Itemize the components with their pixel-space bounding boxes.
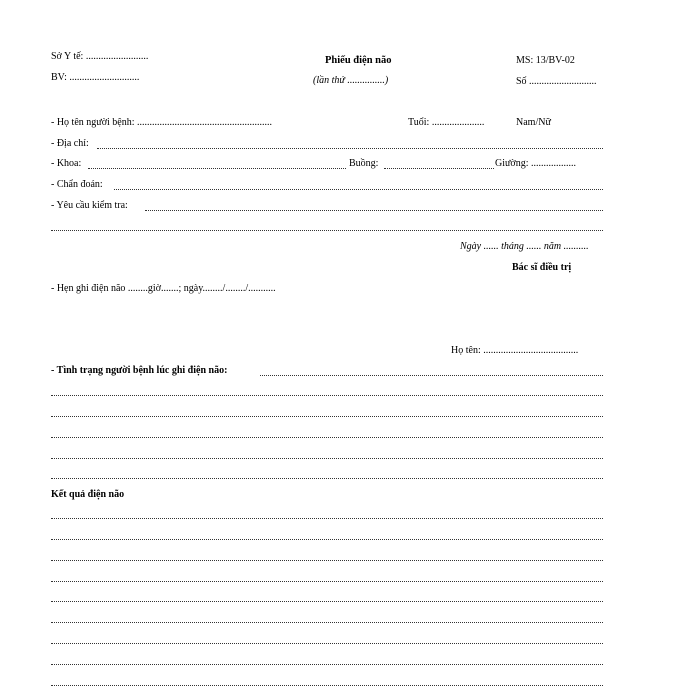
- doctor-name-field: Họ tên: ......................................: [451, 345, 579, 356]
- status-dotted-line-4: [51, 437, 603, 438]
- status-dotted-line-6: [51, 478, 603, 479]
- result-dotted-line-2: [51, 539, 603, 540]
- age-field: Tuổi: .....................: [408, 117, 485, 128]
- patient-status-label: - Tình trạng người bệnh lúc ghi điện não:: [51, 365, 228, 376]
- hospital-field: BV: ............................: [51, 72, 140, 83]
- status-dotted-line-5: [51, 458, 603, 459]
- test-request-dotted-line: [145, 210, 603, 211]
- form-code: MS: 13/BV-02: [516, 55, 575, 66]
- result-dotted-line-6: [51, 622, 603, 623]
- status-dotted-line-2: [51, 395, 603, 396]
- diagnosis-label: - Chẩn đoán:: [51, 179, 103, 190]
- health-department-field: Sở Y tế: .........................: [51, 51, 149, 62]
- result-dotted-line-5: [51, 601, 603, 602]
- eeg-result-label: Kết quả điện não: [51, 489, 125, 500]
- result-dotted-line-1: [51, 518, 603, 519]
- form-title: Phiếu điện não: [325, 55, 392, 66]
- test-request-label: - Yêu cầu kiểm tra:: [51, 200, 128, 211]
- form-number-field: Số ...........................: [516, 76, 597, 87]
- result-dotted-line-7: [51, 643, 603, 644]
- department-label: - Khoa:: [51, 158, 82, 169]
- result-dotted-line-9: [51, 685, 603, 686]
- diagnosis-dotted-line: [114, 189, 603, 190]
- status-dotted-line-3: [51, 416, 603, 417]
- treating-doctor-label: Bác sĩ điều trị: [512, 262, 572, 273]
- room-dotted-line: [384, 168, 494, 169]
- test-request-dotted-line-2: [51, 230, 603, 231]
- gender-field: Nam/Nữ: [516, 117, 551, 128]
- bed-field: Giường: ..................: [495, 158, 576, 169]
- status-dotted-line-1: [260, 375, 603, 376]
- room-label: Buồng:: [349, 158, 379, 169]
- result-dotted-line-4: [51, 581, 603, 582]
- attempt-number-field: (lần thứ ...............): [313, 75, 389, 86]
- department-dotted-line: [88, 168, 346, 169]
- appointment-field: - Hẹn ghi điện não ........giờ.......; ngày......../......../...........: [51, 283, 276, 294]
- result-dotted-line-3: [51, 560, 603, 561]
- patient-name-field: - Họ tên người bệnh: ......................................................: [51, 117, 272, 128]
- date-field: Ngày ...... tháng ...... năm ..........: [460, 241, 589, 252]
- address-label: - Địa chỉ:: [51, 138, 89, 149]
- result-dotted-line-8: [51, 664, 603, 665]
- address-dotted-line: [97, 148, 603, 149]
